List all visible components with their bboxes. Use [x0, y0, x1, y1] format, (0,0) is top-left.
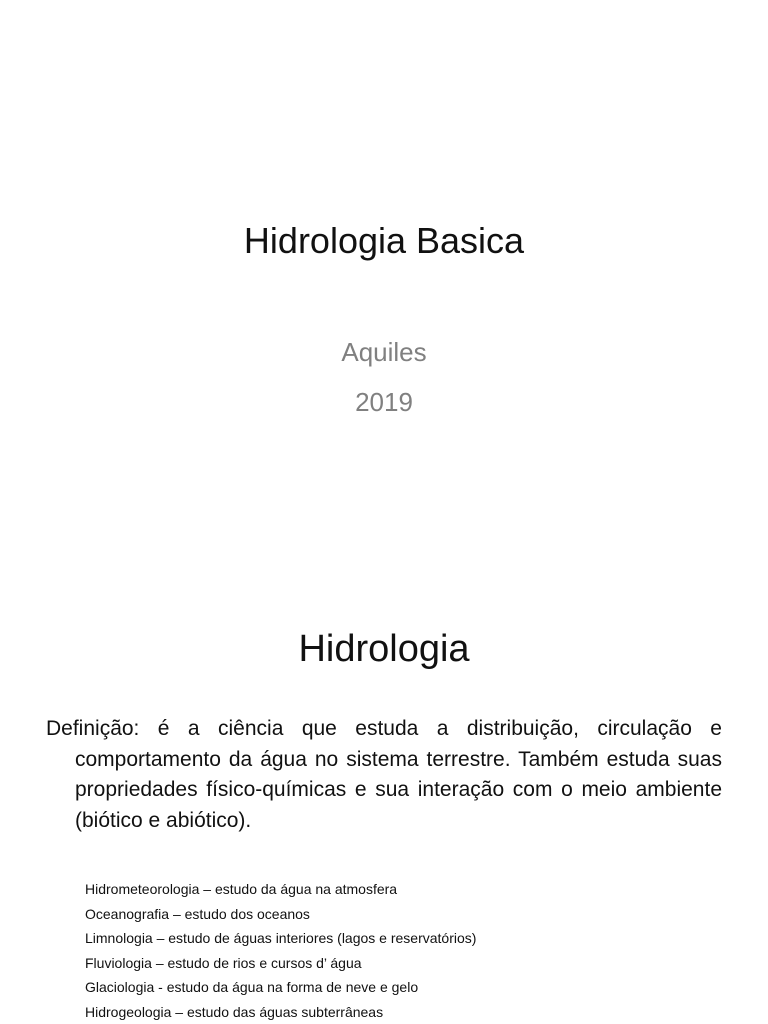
branches-list [85, 877, 476, 1024]
list-item: Fluviologia – estudo de rios e cursos d’ água [85, 954, 362, 971]
presentation-title: Hidrologia Basica [243, 220, 525, 261]
list-item: Limnologia – estudo de águas interiores (lagos e reservatórios) [85, 930, 477, 946]
list-item: Glaciologia - estudo da água na forma de neve e gelo [85, 979, 419, 995]
presentation-year: 2019 [355, 387, 413, 417]
author-name: Aquiles [341, 337, 427, 367]
definition-paragraph: Definição: é a ciência que estuda a distribuição, circulação e comportamento da água no sistema terrestre. Também estuda suas propriedades físico-químicas e sua interação com o meio ambiente (biótico e abiótico). [46, 717, 722, 832]
list-item: Hidrometeorologia – estudo da água na atmosfera [85, 881, 398, 897]
slide-title: Hidrologia [298, 628, 470, 670]
list-item: Oceanografia – estudo dos oceanos [85, 905, 310, 922]
content-slide [0, 576, 768, 1024]
list-item: Hidrogeologia – estudo das águas subterrâneas [85, 1003, 384, 1020]
